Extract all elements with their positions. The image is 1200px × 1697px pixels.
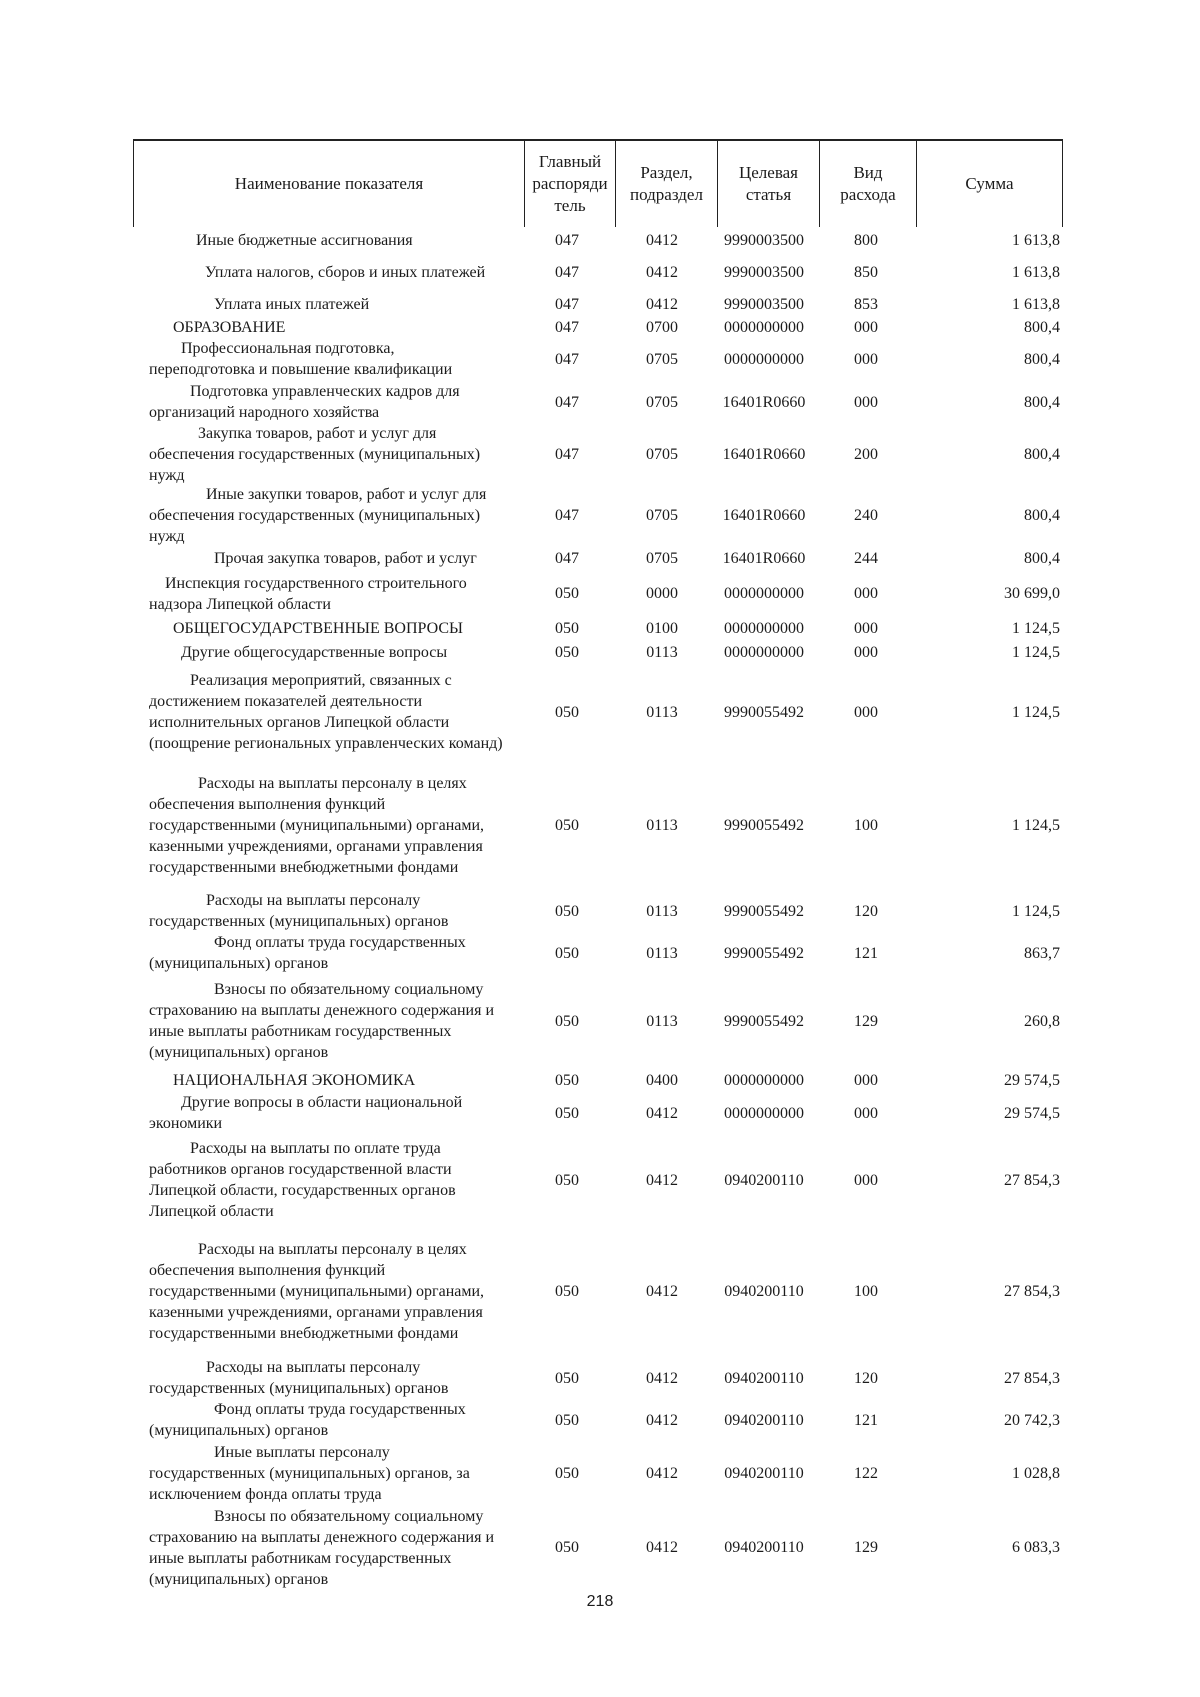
- header-sum-label: Сумма: [965, 174, 1014, 193]
- row-razdel: 0412: [646, 1464, 678, 1482]
- row-target-article: 16401R0660: [722, 393, 806, 411]
- row-expense-type: 000: [854, 703, 878, 721]
- row-name-text: [149, 317, 521, 338]
- row-name-text: [149, 670, 521, 754]
- table-row: [0, 974, 1200, 1068]
- row-expense-type: 000: [854, 643, 878, 661]
- row-name-line: Иные закупки товаров, работ и услуг для: [206, 485, 487, 503]
- row-name-text: [149, 573, 521, 615]
- row-target-article: 0940200110: [724, 1411, 804, 1429]
- row-name: [149, 338, 521, 380]
- row-sum: 6 083,3: [1012, 1539, 1060, 1556]
- row-name-text: [149, 1506, 521, 1590]
- row-name: [149, 1399, 521, 1441]
- row-expense-type: 000: [854, 585, 878, 602]
- row-razdel: 0412: [646, 1171, 678, 1189]
- row-name-line: Расходы на выплаты по оплате труда: [190, 1140, 441, 1157]
- row-name-line: государственных (муниципальных) органов, за: [149, 1464, 470, 1482]
- row-name: [149, 760, 521, 890]
- row-name-text: [149, 262, 521, 283]
- row-sum: 800,4: [1024, 350, 1060, 368]
- row-glav: 050: [555, 1539, 579, 1556]
- header-glav-line: Главный: [538, 152, 602, 171]
- row-name-line: работников органов государственной власти: [149, 1161, 452, 1178]
- row-name-text: [149, 890, 521, 932]
- row-name-line: Фонд оплаты труда государственных: [214, 1401, 466, 1418]
- table-row: [0, 546, 1200, 571]
- header-cel-line: статья: [745, 185, 792, 204]
- row-expense-type: 129: [854, 1539, 878, 1556]
- row-razdel: 0000: [646, 585, 678, 602]
- row-expense-type: 120: [854, 902, 878, 920]
- row-name-line: достижением показателей деятельности: [149, 693, 423, 710]
- row-glav: 047: [555, 445, 579, 463]
- row-glav: 047: [555, 318, 579, 336]
- row-razdel: 0705: [646, 393, 678, 411]
- row-sum: 1 613,8: [1012, 295, 1060, 313]
- row-glav: 050: [555, 643, 579, 661]
- row-razdel: 0412: [646, 1104, 678, 1122]
- row-glav: 047: [555, 393, 579, 411]
- row-sum: 30 699,0: [1004, 585, 1060, 602]
- row-glav: 047: [555, 231, 579, 249]
- row-expense-type: 000: [854, 350, 878, 368]
- row-target-article: 9990055492: [724, 944, 804, 962]
- row-name-line: казенными учреждениями, органами управления: [149, 837, 483, 855]
- row-name: [149, 292, 521, 316]
- row-name-line: Прочая закупка товаров, работ и услуг: [214, 550, 477, 567]
- row-expense-type: 121: [854, 1411, 878, 1429]
- row-razdel: 0412: [646, 1539, 678, 1556]
- row-glav: 050: [555, 1104, 579, 1122]
- header-vid-line: расхода: [840, 185, 896, 204]
- row-target-article: 9990003500: [724, 295, 804, 313]
- row-target-article: 9990055492: [724, 816, 804, 834]
- table-row: [0, 1226, 1200, 1357]
- row-expense-type: 122: [854, 1464, 878, 1482]
- row-name: [149, 260, 521, 284]
- row-name-line: государственных (муниципальных) органов: [149, 1380, 449, 1397]
- row-name-line: Иные бюджетные ассигнования: [196, 231, 413, 249]
- row-name-line: государственными (муниципальными) органами,: [149, 1283, 485, 1300]
- row-name-line: Фонд оплаты труда государственных: [214, 934, 466, 951]
- row-name-line: Инспекция государственного строительного: [165, 574, 467, 592]
- row-name-line: исключением фонда оплаты труда: [149, 1485, 382, 1503]
- row-razdel: 0100: [646, 619, 678, 637]
- row-name-line: (муниципальных) органов: [149, 1422, 329, 1439]
- row-expense-type: 100: [854, 1283, 878, 1300]
- row-glav: 047: [555, 550, 579, 567]
- table-row: [0, 1399, 1200, 1441]
- row-name-text: [149, 548, 521, 569]
- row-target-article: 0000000000: [724, 1104, 804, 1122]
- row-razdel: 0412: [646, 231, 678, 249]
- row-target-article: 0940200110: [724, 1369, 804, 1387]
- row-expense-type: 100: [854, 816, 878, 834]
- row-glav: 050: [555, 902, 579, 920]
- row-razdel: 0113: [646, 643, 678, 661]
- row-name-text: [149, 1357, 521, 1399]
- row-name-line: иные выплаты работникам государственных: [149, 1023, 452, 1040]
- row-name-line: Взносы по обязательному социальному: [214, 1507, 484, 1525]
- row-target-article: 0000000000: [724, 318, 804, 336]
- row-name-line: Подготовка управленческих кадров для: [190, 383, 460, 400]
- row-name-line: страхованию на выплаты денежного содержания и: [149, 1528, 495, 1546]
- row-glav: 050: [555, 1283, 579, 1300]
- row-sum: 800,4: [1024, 445, 1060, 463]
- row-sum: 1 124,5: [1012, 816, 1060, 834]
- table-row: [0, 1092, 1200, 1134]
- row-target-article: 0940200110: [724, 1464, 804, 1482]
- row-name-text: [149, 773, 521, 878]
- row-name-text: [149, 1070, 521, 1091]
- table-row: [0, 932, 1200, 974]
- row-razdel: 0113: [646, 902, 678, 920]
- table-row: [0, 1068, 1200, 1092]
- row-name-line: Уплата налогов, сборов и иных платежей: [205, 263, 486, 281]
- row-name-line: государственными внебюджетными фондами: [149, 858, 459, 876]
- row-name: [149, 616, 521, 640]
- row-target-article: 16401R0660: [722, 506, 806, 524]
- row-name-line: исполнительных органов Липецкой области: [149, 714, 450, 731]
- row-sum: 29 574,5: [1004, 1071, 1060, 1089]
- row-name-line: государственными (муниципальными) органами,: [149, 816, 485, 834]
- row-name-line: государственных (муниципальных) органов: [149, 913, 449, 930]
- table-row: [0, 760, 1200, 890]
- header-cel-line: Целевая: [738, 163, 799, 182]
- row-name-text: [149, 932, 521, 974]
- header-razd-line: подраздел: [630, 185, 703, 204]
- row-expense-type: 000: [854, 393, 878, 411]
- row-glav: 050: [555, 1464, 579, 1482]
- table-row: [0, 664, 1200, 760]
- row-glav: 047: [555, 506, 579, 524]
- row-name-line: ОБЩЕГОСУДАРСТВЕННЫЕ ВОПРОСЫ: [173, 619, 463, 637]
- row-sum: 800,4: [1024, 318, 1060, 336]
- row-sum: 800,4: [1024, 550, 1060, 567]
- row-target-article: 16401R0660: [722, 445, 806, 463]
- row-name: [149, 1505, 521, 1590]
- row-name-text: [149, 338, 521, 380]
- row-target-article: 9990055492: [724, 902, 804, 920]
- row-razdel: 0113: [646, 1012, 678, 1030]
- row-expense-type: 200: [854, 445, 878, 463]
- row-glav: 047: [555, 350, 579, 368]
- row-razdel: 0113: [646, 944, 678, 962]
- table-row: [0, 640, 1200, 664]
- row-name-line: Реализация мероприятий, связанных с: [190, 672, 452, 689]
- row-sum: 20 742,3: [1004, 1411, 1060, 1429]
- row-target-article: 0000000000: [724, 585, 804, 602]
- row-glav: 047: [555, 263, 579, 281]
- table-row: [0, 890, 1200, 932]
- row-name-line: обеспечения выполнения функций: [149, 795, 386, 813]
- row-expense-type: 000: [854, 1071, 878, 1089]
- row-razdel: 0400: [646, 1071, 678, 1089]
- row-expense-type: 800: [854, 231, 878, 249]
- row-name-text: [149, 1092, 521, 1134]
- row-name-line: обеспечения выполнения функций: [149, 1262, 386, 1279]
- row-target-article: 16401R0660: [722, 550, 806, 567]
- row-razdel: 0113: [646, 703, 678, 721]
- row-name: [149, 890, 521, 932]
- row-name-line: (муниципальных) органов: [149, 955, 329, 972]
- table-row: [0, 229, 1200, 251]
- row-sum: 1 124,5: [1012, 703, 1060, 721]
- row-razdel: 0412: [646, 1411, 678, 1429]
- row-target-article: 0000000000: [724, 643, 804, 661]
- row-name: [149, 1134, 521, 1226]
- row-name-line: надзора Липецкой области: [149, 595, 331, 613]
- header-razd-line: Раздел,: [640, 163, 693, 182]
- row-sum: 863,7: [1024, 944, 1060, 962]
- row-name-text: [149, 381, 521, 423]
- row-name-text: [149, 1399, 521, 1441]
- row-name-text: [149, 294, 521, 315]
- row-sum: 1 124,5: [1012, 619, 1060, 637]
- page-number: 218: [586, 1593, 614, 1610]
- row-glav: 050: [555, 703, 579, 721]
- header-glav-line: тель: [554, 196, 586, 215]
- row-name-text: [149, 484, 521, 547]
- row-sum: 27 854,3: [1004, 1283, 1060, 1300]
- row-name: [149, 640, 521, 664]
- row-glav: 050: [555, 1411, 579, 1429]
- row-name-line: Профессиональная подготовка,: [181, 340, 395, 357]
- row-target-article: 0940200110: [724, 1539, 804, 1556]
- row-name-line: (муниципальных) органов: [149, 1570, 329, 1588]
- row-name-line: Расходы на выплаты персоналу в целях: [198, 774, 467, 792]
- row-razdel: 0705: [646, 350, 678, 368]
- row-target-article: 0000000000: [724, 1071, 804, 1089]
- row-name-line: Расходы на выплаты персоналу в целях: [198, 1241, 467, 1258]
- row-name: [149, 484, 521, 546]
- row-sum: 1 124,5: [1012, 643, 1060, 661]
- row-name-text: [149, 230, 521, 251]
- row-glav: 050: [555, 1071, 579, 1089]
- row-sum: 260,8: [1024, 1012, 1060, 1030]
- row-name-line: нужд: [149, 527, 185, 545]
- row-name-text: [149, 1138, 521, 1222]
- row-name-line: страхованию на выплаты денежного содержания и: [149, 1002, 495, 1019]
- row-name-line: Уплата иных платежей: [214, 295, 370, 313]
- row-name-line: государственными внебюджетными фондами: [149, 1325, 459, 1342]
- row-name-line: Взносы по обязательному социальному: [214, 981, 484, 998]
- table-row: [0, 260, 1200, 284]
- table-row: [0, 1357, 1200, 1399]
- row-name-line: нужд: [149, 466, 185, 484]
- row-name-line: (муниципальных) органов: [149, 1044, 329, 1061]
- row-razdel: 0705: [646, 445, 678, 463]
- row-name-text: [149, 423, 521, 486]
- row-name: [149, 932, 521, 974]
- row-sum: 1 613,8: [1012, 231, 1060, 249]
- row-name: [149, 974, 521, 1068]
- row-expense-type: 000: [854, 318, 878, 336]
- row-name: [149, 1357, 521, 1399]
- row-name-line: ОБРАЗОВАНИЕ: [173, 318, 286, 336]
- row-name-text: [149, 618, 521, 639]
- row-target-article: 9990003500: [724, 231, 804, 249]
- row-target-article: 0940200110: [724, 1171, 804, 1189]
- row-expense-type: 000: [854, 1171, 878, 1189]
- table-row: [0, 616, 1200, 640]
- table-row: [0, 338, 1200, 380]
- row-name-line: казенными учреждениями, органами управления: [149, 1304, 483, 1321]
- row-name: [149, 380, 521, 424]
- row-sum: 1 124,5: [1012, 902, 1060, 920]
- row-sum: 800,4: [1024, 506, 1060, 524]
- row-name-line: экономики: [149, 1115, 223, 1132]
- row-glav: 050: [555, 1171, 579, 1189]
- row-razdel: 0412: [646, 1283, 678, 1300]
- row-razdel: 0705: [646, 506, 678, 524]
- row-target-article: 0940200110: [724, 1283, 804, 1300]
- row-sum: 29 574,5: [1004, 1104, 1060, 1122]
- row-sum: 800,4: [1024, 393, 1060, 411]
- row-name-line: переподготовка и повышение квалификации: [149, 361, 453, 378]
- row-name-line: Иные выплаты персоналу: [214, 1443, 390, 1461]
- row-target-article: 0000000000: [724, 619, 804, 637]
- row-target-article: 9990055492: [724, 703, 804, 721]
- row-expense-type: 850: [854, 263, 878, 281]
- row-expense-type: 120: [854, 1369, 878, 1387]
- row-name: [149, 664, 521, 760]
- row-razdel: 0412: [646, 263, 678, 281]
- row-name-line: иные выплаты работникам государственных: [149, 1549, 452, 1567]
- row-glav: 050: [555, 585, 579, 602]
- row-razdel: 0113: [646, 816, 678, 834]
- row-name-text: [149, 1442, 521, 1505]
- row-name-text: [149, 1239, 521, 1344]
- table-row: [0, 380, 1200, 424]
- row-name: [149, 546, 521, 571]
- row-name-line: организаций народного хозяйства: [149, 404, 380, 421]
- row-expense-type: 853: [854, 295, 878, 313]
- row-name-line: Другие общегосударственные вопросы: [181, 643, 448, 661]
- row-glav: 047: [555, 295, 579, 313]
- row-name: [149, 571, 521, 616]
- table-row: [0, 1505, 1200, 1590]
- row-target-article: 9990003500: [724, 263, 804, 281]
- row-name-line: (поощрение региональных управленческих команд): [149, 735, 503, 752]
- row-name-line: Липецкой области: [149, 1203, 274, 1220]
- row-target-article: 0000000000: [724, 350, 804, 368]
- header-name-label: Наименование показателя: [234, 174, 424, 193]
- table-row: [0, 292, 1200, 316]
- row-expense-type: 240: [854, 506, 878, 524]
- row-razdel: 0412: [646, 1369, 678, 1387]
- row-name-line: Расходы на выплаты персоналу: [206, 892, 421, 909]
- row-sum: 1 613,8: [1012, 263, 1060, 281]
- row-sum: 27 854,3: [1004, 1171, 1060, 1189]
- row-name: [149, 424, 521, 484]
- row-expense-type: 000: [854, 1104, 878, 1122]
- row-glav: 050: [555, 1012, 579, 1030]
- row-expense-type: 000: [854, 619, 878, 637]
- row-name: [149, 1441, 521, 1505]
- row-name-line: Другие вопросы в области национальной: [181, 1094, 463, 1111]
- row-name: [149, 316, 521, 338]
- header-vid-line: Вид: [853, 163, 883, 182]
- row-glav: 050: [555, 1369, 579, 1387]
- table-row: [0, 1134, 1200, 1226]
- row-name: [149, 1068, 521, 1092]
- row-name-line: Липецкой области, государственных органов: [149, 1182, 456, 1199]
- row-name: [149, 1226, 521, 1357]
- row-sum: 1 028,8: [1012, 1464, 1060, 1482]
- row-name-line: обеспечения государственных (муниципальных): [149, 506, 481, 524]
- row-name-text: [149, 642, 521, 663]
- row-target-article: 9990055492: [724, 1012, 804, 1030]
- row-name-line: Расходы на выплаты персоналу: [206, 1359, 421, 1376]
- header-glav-line: распоряди: [532, 174, 608, 193]
- row-razdel: 0412: [646, 295, 678, 313]
- table-row: [0, 316, 1200, 338]
- row-name-line: Закупка товаров, работ и услуг для: [198, 424, 437, 442]
- row-name: [149, 229, 521, 251]
- row-name-line: НАЦИОНАЛЬНАЯ ЭКОНОМИКА: [173, 1071, 416, 1089]
- row-glav: 050: [555, 944, 579, 962]
- table-row: [0, 571, 1200, 616]
- row-razdel: 0705: [646, 550, 678, 567]
- row-expense-type: 121: [854, 944, 878, 962]
- row-razdel: 0700: [646, 318, 678, 336]
- row-glav: 050: [555, 816, 579, 834]
- table-row: [0, 484, 1200, 546]
- row-glav: 050: [555, 619, 579, 637]
- row-name-text: [149, 979, 521, 1063]
- row-sum: 27 854,3: [1004, 1369, 1060, 1387]
- row-expense-type: 244: [854, 550, 878, 567]
- row-expense-type: 129: [854, 1012, 878, 1030]
- row-name-line: обеспечения государственных (муниципальных): [149, 445, 481, 463]
- table-row: [0, 424, 1200, 484]
- table-row: [0, 1441, 1200, 1505]
- row-name: [149, 1092, 521, 1134]
